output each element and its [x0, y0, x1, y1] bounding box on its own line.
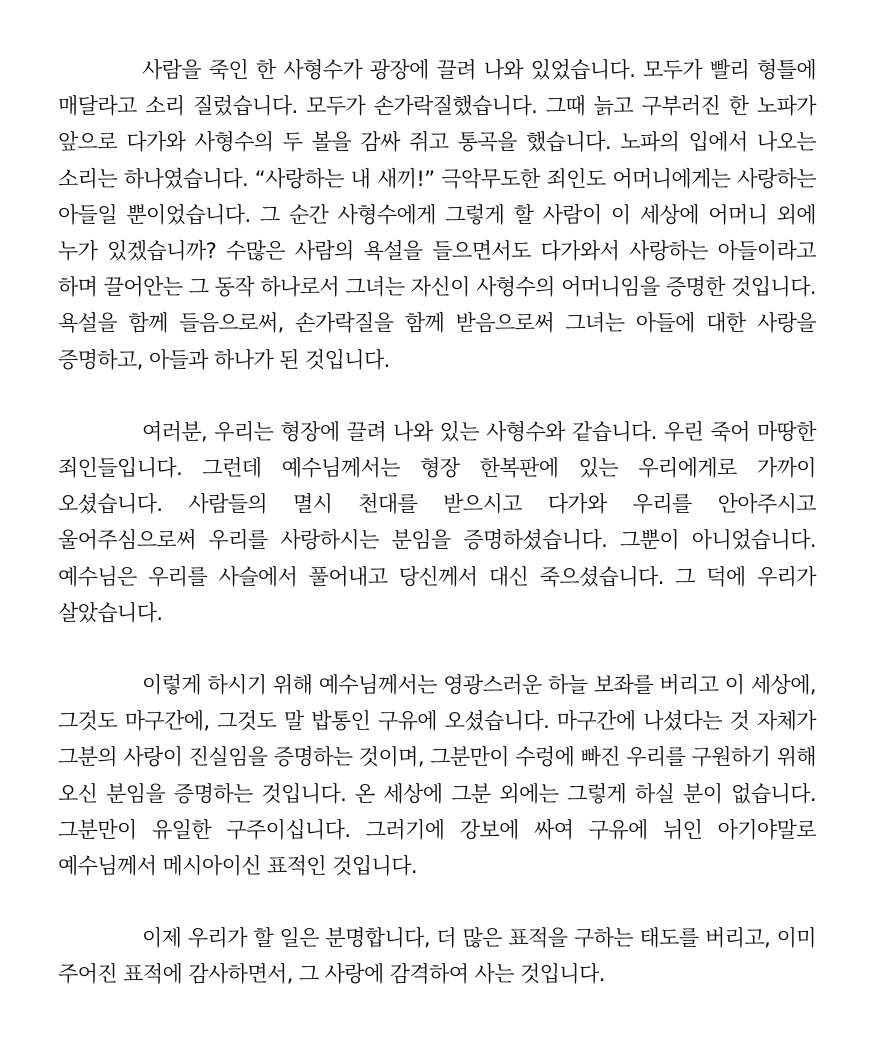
paragraph-1: 사람을 죽인 한 사형수가 광장에 끌려 나와 있었습니다. 모두가 빨리 형틀에 매달라고 소리 질렀습니다. 모두가 손가락질했습니다. 그때 늙고 구부러진 한 노파가 앞으로 다가와 사형수의 두 볼을 감싸 쥐고 통곡을 했습니다. 노파의 입에서 나오는 소리는 하나였습니다. “사랑하는 내 새끼!” 극악무도한 죄인도 어머니에게는 사랑하는 아들일 뿐이었습니다. 그 순간 사형수에게 그렇게 할 사람이 이 세상에 어머니 외에 누가 있겠습니까? 수많은 사람의 욕설을 들으면서도 다가와서 사랑하는 아들이라고 하며 끌어안는 그 동작 하나로서 그녀는 자신이 사형수의 어머니임을 증명한 것입니다. 욕설을 함께 들음으로써, 손가락질을 함께 받음으로써 그녀는 아들에 대한 사랑을 증명하고, 아들과 하나가 된 것입니다. [58, 58, 816, 372]
paragraph-4: 이제 우리가 할 일은 분명합니다, 더 많은 표적을 구하는 태도를 버리고, 이미 주어진 표적에 감사하면서, 그 사랑에 감격하여 사는 것입니다. [58, 926, 816, 987]
document-body [58, 52, 816, 993]
paragraph-2: 여러분, 우리는 형장에 끌려 나와 있는 사형수와 같습니다. 우린 죽어 마땅한 죄인들입니다. 그런데 예수님께서는 형장 한복판에 있는 우리에게로 가까이 오셨습니다. 사람들의 멸시 천대를 받으시고 다가와 우리를 안아주시고 울어주심으로써 우리를 사랑하시는 분임을 증명하셨습니다. 그뿐이 아니었습니다. 예수님은 우리를 사슬에서 풀어내고 당신께서 대신 죽으셨습니다. 그 덕에 우리가 살았습니다. [58, 419, 816, 625]
paragraph-3: 이렇게 하시기 위해 예수님께서는 영광스러운 하늘 보좌를 버리고 이 세상에, 그것도 마구간에, 그것도 말 밥통인 구유에 오셨습니다. 마구간에 나셨다는 것 자체가 그분의 사랑이 진실임을 증명하는 것이며, 그분만이 수렁에 빠진 우리를 구원하기 위해 오신 분임을 증명하는 것입니다. 온 세상에 그분 외에는 그렇게 하실 분이 없습니다. 그분만이 유일한 구주이십니다. 그러기에 강보에 싸여 구유에 뉘인 아기야말로 예수님께서 메시아이신 표적인 것입니다. [58, 673, 816, 879]
